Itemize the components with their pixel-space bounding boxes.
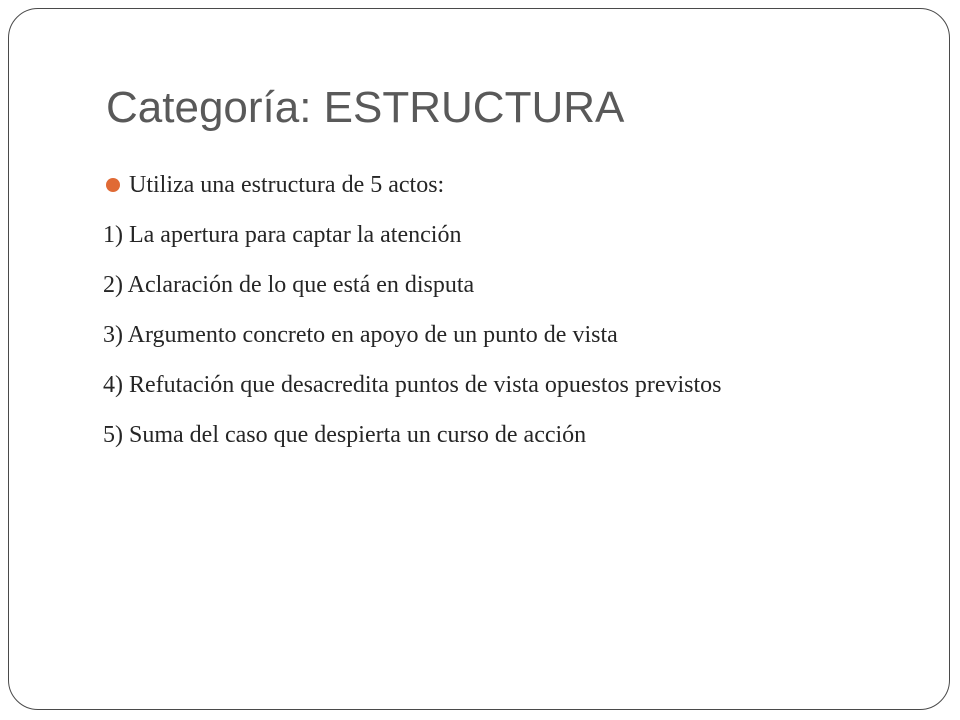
step-item-3: 3) Argumento concreto en apoyo de un punto de vista	[103, 322, 618, 348]
step-item-1: 1) La apertura para captar la atención	[103, 222, 462, 248]
bullet-item	[103, 160, 863, 210]
step-item-2: 2) Aclaración de lo que está en disputa	[103, 272, 475, 298]
step-item-4: 4) Refutación que desacredita puntos de vista opuestos previstos	[103, 372, 722, 398]
step-list	[103, 210, 863, 460]
bullet-text: Utiliza una estructura de 5 actos:	[129, 172, 445, 198]
step-item-5: 5) Suma del caso que despierta un curso de acción	[103, 422, 587, 448]
bullet-dot-icon	[106, 178, 120, 192]
slide-title: Categoría: ESTRUCTURA	[106, 83, 625, 132]
slide-body	[103, 160, 863, 460]
